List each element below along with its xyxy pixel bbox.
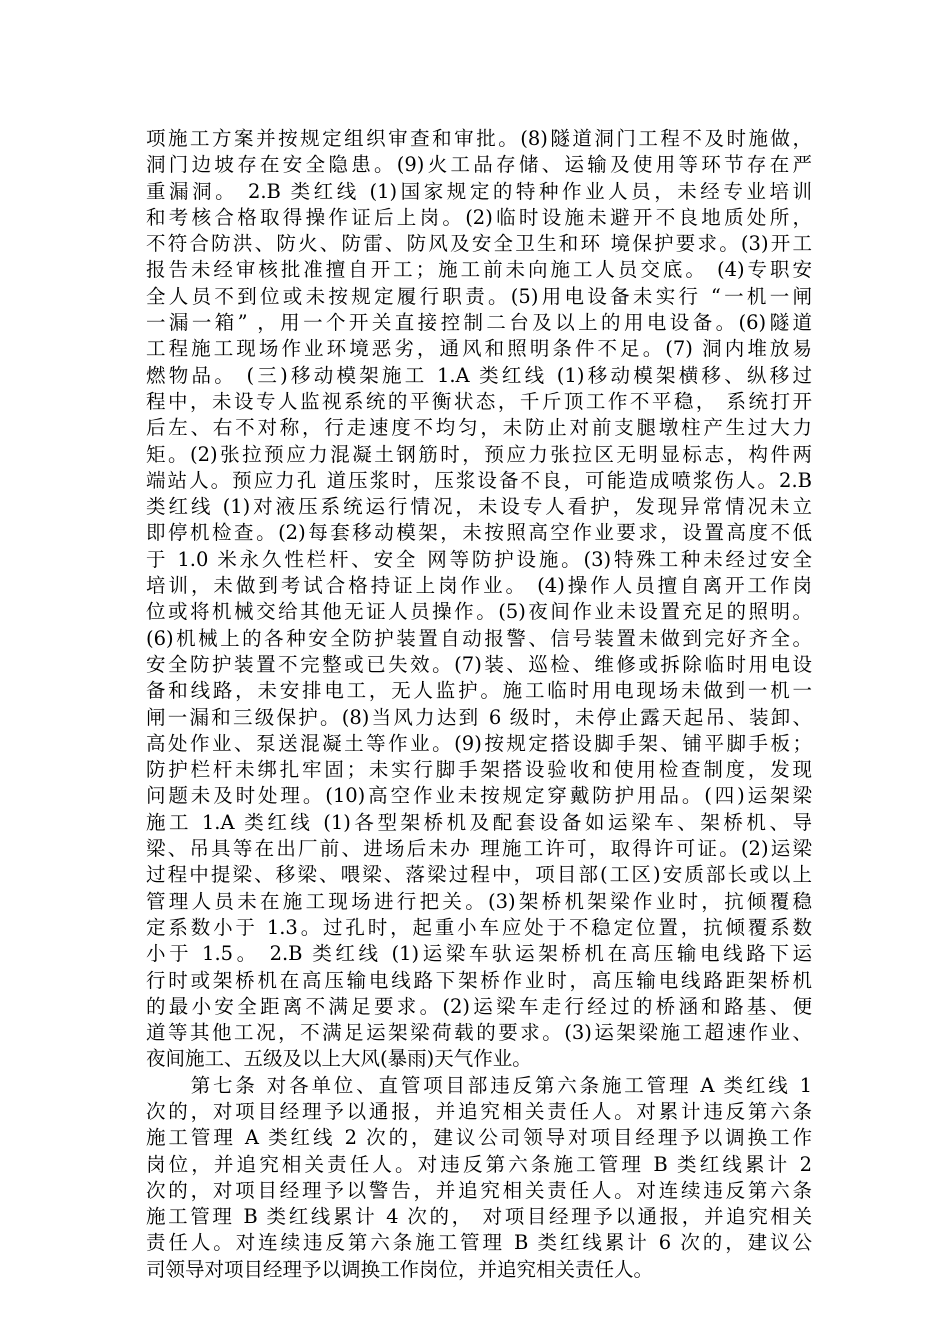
text-line: 施工管理 B 类红线累计 4 次的， 对项目经理予以通报，并追究相关 bbox=[146, 1205, 812, 1229]
text-line: 培训，未做到考试合格持证上岗作业。 (4)操作人员擅自离开工作岗 bbox=[146, 574, 812, 598]
text-line: 防护栏杆未绑扎牢固；未实行脚手架搭设验收和使用检查制度，发现 bbox=[146, 758, 812, 782]
text-line: 即停机检查。(2)每套移动模架，未按照高空作业要求，设置高度不低 bbox=[146, 521, 812, 545]
body-text bbox=[146, 126, 812, 1283]
text-line: 高处作业、泵送混凝土等作业。(9)按规定搭设脚手架、铺平脚手板； bbox=[146, 731, 812, 755]
text-line: 司领导对项目经理予以调换工作岗位，并追究相关责任人。 bbox=[146, 1257, 654, 1281]
text-line: 行时或架桥机在高压输电线路下架桥作业时，高压输电线路距架桥机 bbox=[146, 968, 812, 992]
text-line: 洞门边坡存在安全隐患。(9)火工品存储、运输及使用等环节存在严 bbox=[146, 153, 812, 177]
text-line: 道等其他工况，不满足运架梁荷载的要求。(3)运架梁施工超速作业、 bbox=[146, 1021, 812, 1045]
text-line: 重漏洞。 2.B 类红线 (1)国家规定的特种作业人员，未经专业培训 bbox=[146, 179, 812, 203]
text-line: 安全防护装置不完整或已失效。(7)装、巡检、维修或拆除临时用电设 bbox=[146, 652, 812, 676]
text-line: 施工 1.A 类红线 (1)各型架桥机及配套设备如运梁车、架桥机、导 bbox=[146, 810, 812, 834]
text-line: 类红线 (1)对液压系统运行情况，未设专人看护，发现异常情况未立 bbox=[146, 495, 812, 519]
text-line: 位或将机械交给其他无证人员操作。(5)夜间作业未设置充足的照明。 bbox=[146, 600, 812, 624]
text-line: 定系数小于 1.3。过孔时，起重小车应处于不稳定位置，抗倾覆系数 bbox=[146, 915, 812, 939]
text-line: 矩。(2)张拉预应力混凝土钢筋时，预应力张拉区无明显标志，构件两 bbox=[146, 442, 812, 466]
text-line: 不符合防洪、防火、防雷、防风及安全卫生和环 境保护要求。(3)开工 bbox=[146, 232, 812, 256]
text-line: 夜间施工、五级及以上大风(暴雨)天气作业。 bbox=[146, 1047, 532, 1071]
text-line: 过程中提梁、移梁、喂梁、落梁过程中，项目部(工区)安质部长或以上 bbox=[146, 863, 812, 887]
text-line: 管理人员未在施工现场进行把关。(3)架桥机架梁作业时，抗倾覆稳 bbox=[146, 889, 812, 913]
text-line: 第七条 对各单位、直管项目部违反第六条施工管理 A 类红线 1 bbox=[146, 1073, 812, 1097]
text-line: 端站人。预应力孔 道压浆时，压浆设备不良，可能造成喷浆伤人。2.B bbox=[146, 468, 812, 492]
text-line: 工程施工现场作业环境恶劣，通风和照明条件不足。(7) 洞内堆放易 bbox=[146, 337, 812, 361]
text-line: 全人员不到位或未按规定履行职责。(5)用电设备未实行 “一机一闸 bbox=[146, 284, 812, 308]
text-line: 和考核合格取得操作证后上岗。(2)临时设施未避开不良地质处所， bbox=[146, 205, 812, 229]
text-line: 报告未经审核批准擅自开工；施工前未向施工人员交底。 (4)专职安 bbox=[146, 258, 812, 282]
text-line: 梁、吊具等在出厂前、进场后未办 理施工许可，取得许可证。(2)运梁 bbox=[146, 837, 812, 861]
text-line: 闸一漏和三级保护。(8)当风力达到 6 级时，未停止露天起吊、装卸、 bbox=[146, 705, 812, 729]
text-line: 问题未及时处理。(10)高空作业未按规定穿戴防护用品。(四)运架梁 bbox=[146, 784, 812, 808]
text-line: 备和线路，未安排电工，无人监护。施工临时用电现场未做到一机一 bbox=[146, 679, 812, 703]
text-line: 小于 1.5。 2.B 类红线 (1)运梁车驮运架桥机在高压输电线路下运 bbox=[146, 942, 812, 966]
text-line: 后左、右不对称，行走速度不均匀，未防止对前支腿墩柱产生过大力 bbox=[146, 416, 812, 440]
text-line: 责任人。对连续违反第六条施工管理 B 类红线累计 6 次的，建议公 bbox=[146, 1231, 812, 1255]
text-line: 次的，对项目经理予以警告，并追究相关责任人。对连续违反第六条 bbox=[146, 1178, 812, 1202]
text-line: 施工管理 A 类红线 2 次的，建议公司领导对项目经理予以调换工作 bbox=[146, 1126, 812, 1150]
text-line: 于 1.0 米永久性栏杆、安全 网等防护设施。(3)特殊工种未经过安全 bbox=[146, 547, 812, 571]
text-line: 一漏一箱” ，用一个开关直接控制二台及以上的用电设备。(6)隧道 bbox=[146, 311, 812, 335]
text-line: 岗位，并追究相关责任人。对违反第六条施工管理 B 类红线累计 2 bbox=[146, 1152, 812, 1176]
text-line: 次的，对项目经理予以通报，并追究相关责任人。对累计违反第六条 bbox=[146, 1099, 812, 1123]
text-line: 的最小安全距离不满足要求。(2)运梁车走行经过的桥涵和路基、便 bbox=[146, 994, 812, 1018]
text-line: (6)机械上的各种安全防护装置自动报警、信号装置未做到完好齐全。 bbox=[146, 626, 812, 650]
text-line: 程中，未设专人监视系统的平衡状态，千斤顶工作不平稳， 系统打开 bbox=[146, 389, 812, 413]
text-line: 项施工方案并按规定组织审查和审批。(8)隧道洞门工程不及时施做， bbox=[146, 127, 812, 150]
text-line: 燃物品。 (三)移动模架施工 1.A 类红线 (1)移动模架横移、纵移过 bbox=[146, 363, 812, 387]
